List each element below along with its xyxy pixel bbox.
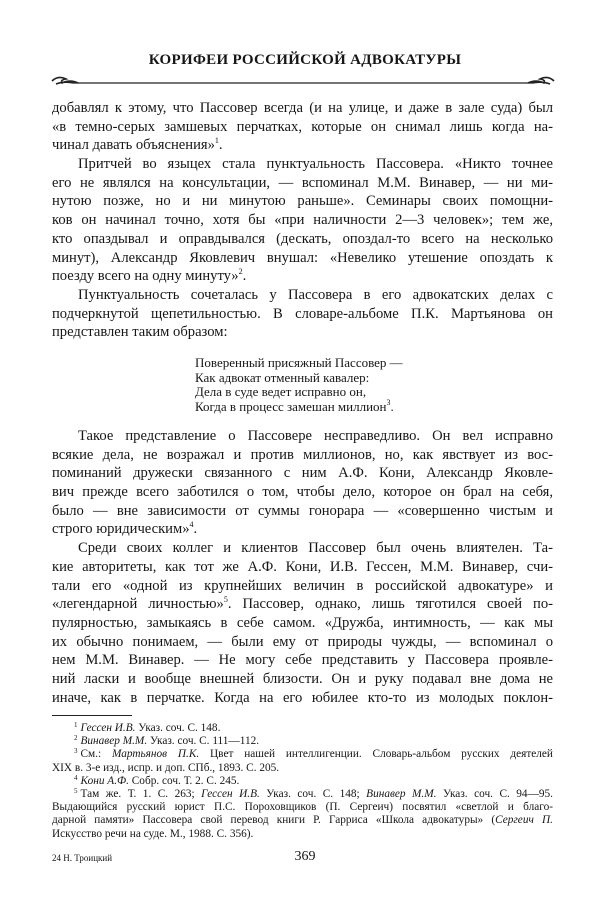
text-line <box>52 192 553 211</box>
line-text-after: . <box>193 521 198 538</box>
text-line <box>52 427 553 446</box>
line-text: тали его «одной из крупнейших величин в российской адвокатуре» и <box>52 577 553 594</box>
footnote-line <box>52 735 553 748</box>
line-text: представлен таким образом: <box>52 324 228 341</box>
footnote-author: Гессен И.В. <box>80 722 136 734</box>
text-line <box>52 577 553 596</box>
line-text: ков он начинал точно, хотя бы «при наличности 2—3 человек»; тем же, <box>52 212 553 229</box>
footnote-text: Искусство речи на суде. М., 1988. С. 356). <box>52 827 254 840</box>
line-text: его не являлся на консультации, — вспоминал М.М. Винавер, — ни ми- <box>52 174 553 191</box>
footnote-text: Указ. соч. С. 148; <box>259 787 367 800</box>
text-line <box>52 305 553 324</box>
text-line <box>52 539 553 558</box>
line-text: Пунктуальность сочеталась у Пассовера в его адвокатских делах с <box>78 286 553 303</box>
body-text-bottom <box>52 427 553 707</box>
line-text: было — вне зависимости от суммы гонорара — «совершенно чистым и <box>52 502 553 519</box>
footnote-text: дарной памяти» Пассовера свой перевод книги Р. Гарриса «Школа адвокатуры» ( <box>52 814 496 827</box>
header-ornament-rule <box>48 70 558 88</box>
line-text: всякие дела, не возражал и против миллионов, но, как явствует из вос- <box>52 446 553 463</box>
footnote-number: 3 <box>74 747 78 756</box>
text-line <box>52 614 553 633</box>
line-text-after: . <box>218 137 223 154</box>
text-line <box>52 464 553 483</box>
footnote-author: Мартьянов П.К. <box>111 748 200 761</box>
footnote-line <box>52 775 553 788</box>
footnote-text: Собр. соч. Т. 2. С. 245. <box>128 774 240 787</box>
text-line <box>195 397 403 415</box>
footnote-number: 2 <box>74 734 78 743</box>
line-text: Такое представление о Пассовере несправедливо. Он вел исправно <box>78 428 553 444</box>
text-line <box>52 670 553 689</box>
line-text: поезду всего на одну минуту» <box>52 268 239 285</box>
footnote-text: Указ. соч. С. 94—95. <box>436 787 553 800</box>
line-text-after: . Пассовер, однако, лишь тяготился своей по- <box>227 596 553 613</box>
footnote-line <box>52 722 553 735</box>
poem-quote <box>195 356 403 414</box>
line-text: нутою позже, но и ни минутою раньше». Семинары своих помощни- <box>52 193 553 210</box>
line-text: вич прежде всего заботился о том, чтобы дело, которое он брал на себя, <box>52 484 553 501</box>
line-text: ний ласки и вообще внешней близости. Он и руку подавал вне дома не <box>52 670 553 687</box>
line-text: Притчей во языцех стала пунктуальность Пассовера. «Никто точнее <box>78 156 553 173</box>
footnote-text: Выдающийся русский юрист П.С. Пороховщиков (П. Сергеич) посвятил «светлой и благо- <box>52 801 553 814</box>
footnote-ref: 4 <box>189 520 194 530</box>
text-line <box>52 446 553 465</box>
line-text: пулярностью, замыкаясь в себе самом. «Дружба, интимность, — как мы <box>52 614 553 631</box>
footnote-text: Там же. Т. 1. С. 263; <box>80 787 202 800</box>
footnote-author: Винавер М.М. <box>366 787 437 800</box>
text-line <box>52 558 553 577</box>
text-line <box>52 174 553 193</box>
body-text-top <box>52 99 553 342</box>
footnote-ref: 5 <box>223 595 228 605</box>
footnote-line <box>52 788 553 801</box>
text-line <box>52 595 553 614</box>
footnote-line <box>52 762 553 775</box>
text-line <box>52 689 553 708</box>
text-line <box>195 356 403 371</box>
line-text: иначе, как в перчатке. Когда на его юбилее кто-то из молодых поклон- <box>52 689 553 706</box>
text-line <box>52 286 553 305</box>
footnote-text: XIX в. 3-е изд., испр. и доп. СПб., 1893. С. 205. <box>52 761 280 774</box>
footnote-line <box>52 828 553 841</box>
line-text: Дела в суде ведет исправно он, <box>195 384 367 399</box>
text-line <box>52 99 553 118</box>
text-line <box>52 651 553 670</box>
text-line <box>52 633 553 652</box>
footnote-ref: 3 <box>386 397 391 407</box>
footnote-author: Гессен И.В. <box>201 787 260 800</box>
line-text: строго юридическим» <box>52 521 190 538</box>
line-text: поминаний дружески связанного с ним А.Ф. Кони, Александр Яковле- <box>52 465 553 482</box>
text-line <box>52 520 553 539</box>
text-line <box>195 385 403 400</box>
footnote-text: Цвет нашей интеллигенции. Словарь-альбом русских деятелей <box>199 748 553 761</box>
text-line <box>195 371 403 386</box>
line-text: подчеркнутой щепетильностью. В словаре-альбоме П.К. Мартьянова он <box>52 305 553 322</box>
text-line <box>52 267 553 286</box>
footnote-author: Винавер М.М. <box>80 735 148 748</box>
line-text: добавлял к этому, что Пассовер всегда (и на улице, и даже в зале суда) был <box>52 100 553 116</box>
footnote-text: См.: <box>80 748 112 761</box>
footnote-number: 4 <box>74 773 78 782</box>
footnote-ref: 1 <box>214 136 219 146</box>
text-line <box>52 136 553 155</box>
footnote-separator <box>52 715 132 716</box>
line-text: чинал давать объяснения» <box>52 137 215 154</box>
line-text: нем М.М. Винавер. — Не могу себе представить у Пассовера проявле- <box>52 652 553 669</box>
line-text-after: . <box>242 268 247 285</box>
line-text: кие авторитеты, как тот же А.Ф. Кони, И.В. Гессен, М.М. Винавер, счи- <box>52 558 553 575</box>
line-text: Среди своих коллег и клиентов Пассовер был очень влиятелен. Та- <box>78 540 553 557</box>
text-line <box>52 155 553 174</box>
line-text: Как адвокат отменный кавалер: <box>195 369 370 385</box>
line-text: «легендарной личностью» <box>52 596 224 613</box>
text-line <box>52 211 553 230</box>
text-line <box>52 483 553 502</box>
line-text: «в темно-серых замшевых перчатках, которые он снимал лишь когда на- <box>52 118 553 135</box>
running-header-title: КОРИФЕИ РОССИЙСКОЙ АДВОКАТУРЫ <box>148 52 462 68</box>
footnote-author: Кони А.Ф. <box>80 774 129 787</box>
line-text: их обычно понимаем, — были ему от природы чужды, — вспоминал о <box>52 633 553 650</box>
footnote-text: Указ. соч. С. 111—112. <box>147 735 260 748</box>
text-line <box>52 249 553 268</box>
footnotes <box>52 722 553 841</box>
printer-signature: 24 Н. Троицкий <box>52 853 113 863</box>
page-number: 369 <box>294 849 316 864</box>
line-text-after: . <box>390 398 394 414</box>
footnote-number: 5 <box>74 786 78 795</box>
footnote-number: 1 <box>74 721 78 729</box>
line-text: минут), Александр Яковлевич внушал: «Невелико утешение опоздать к <box>52 249 553 266</box>
text-line <box>52 230 553 249</box>
line-text: Поверенный присяжный Пассовер — <box>195 355 403 370</box>
footnote-ref: 2 <box>238 267 243 277</box>
text-line <box>52 502 553 521</box>
footnote-author: Сергеич П. <box>495 814 553 827</box>
footnote-line <box>52 814 553 827</box>
line-text: Когда в процесс замешан миллион <box>195 398 387 414</box>
text-line <box>52 323 553 342</box>
footnote-text: Указ. соч. С. 148. <box>135 722 221 734</box>
line-text: кто опаздывал и оправдывался (дескать, опоздал-то всего на несколько <box>52 230 553 247</box>
text-line <box>52 118 553 137</box>
footnote-line <box>52 748 553 761</box>
footnote-line <box>52 801 553 814</box>
